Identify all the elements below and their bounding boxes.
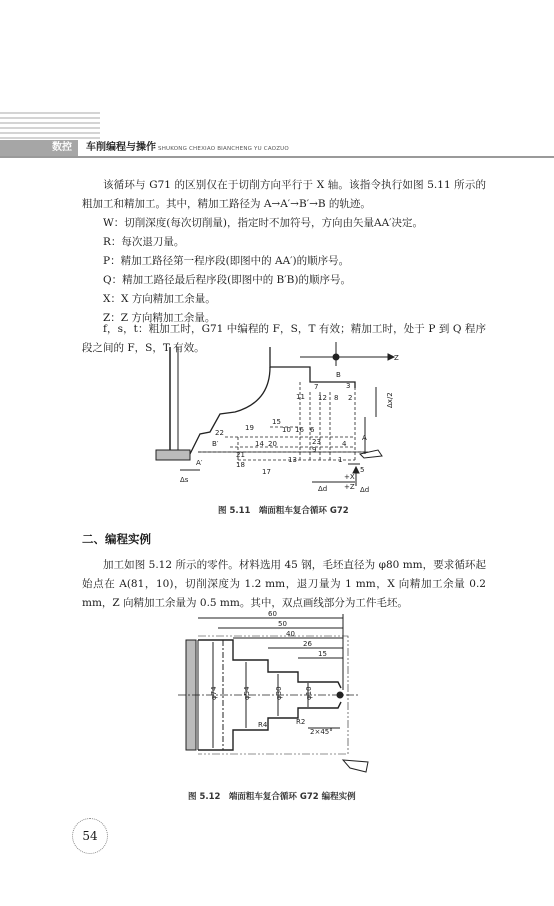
dim-50: 50 <box>278 620 287 628</box>
paragraph-intro: 该循环与 G71 的区别仅在于切削方向平行于 X 轴。该指令执行如图 5.11 所示的粗加工和精加工。其中，精加工路径为 A→A′→B′→B 的轨迹。 <box>82 179 486 210</box>
param-p: P：精加工路径第一程序段(即图中的 AA′)的顺序号。 <box>103 255 350 267</box>
figure-5-12-caption: 图 5.12 端面粗车复合循环 G72 编程实例 <box>188 792 356 802</box>
dim-phi10: φ10 <box>305 686 313 700</box>
label-10: 10 <box>282 426 291 434</box>
label-8: 8 <box>334 394 339 402</box>
label-13: 13 <box>288 456 297 464</box>
param-fst: f，s，t：粗加工时，G71 中编程的 F，S，T 有效；精加工时，处于 P 到 Q 程序段之间的 F，S，T 有效。 <box>82 323 486 354</box>
page-number: 54 <box>72 818 108 854</box>
label-delta-s: Δs <box>180 476 189 484</box>
label-delta-x-half: Δx/2 <box>386 392 394 408</box>
dim-60: 60 <box>268 610 277 618</box>
param-x: X：X 方向精加工余量。 <box>103 293 216 305</box>
label-a-prime-right: A <box>362 434 367 442</box>
label-2: 2 <box>348 394 353 402</box>
label-16: 16 <box>295 426 304 434</box>
label-3: 3 <box>346 382 351 390</box>
label-b: B <box>336 371 341 379</box>
label-b-prime: B′ <box>212 440 219 448</box>
label-plus-z: +Z <box>344 483 355 491</box>
label-20: 20 <box>268 440 277 448</box>
label-6: 6 <box>310 426 315 434</box>
section-heading: 二、编程实例 <box>82 532 151 546</box>
label-4: 4 <box>342 440 347 448</box>
figure-5-11-caption: 图 5.11 端面粗车复合循环 G72 <box>218 506 349 516</box>
header-tab: 数控 <box>0 140 78 156</box>
label-1: 1 <box>338 456 343 464</box>
dim-phi30: φ30 <box>275 686 283 700</box>
book-title: 车削编程与操作 <box>86 142 156 153</box>
dim-r4: R4 <box>258 721 268 729</box>
dim-chamfer: 2×45° <box>310 728 333 736</box>
param-q: Q：精加工路径最后程序段(即图中的 B′B)的顺序号。 <box>103 274 351 286</box>
dim-15: 15 <box>318 650 327 658</box>
dim-phi74: φ74 <box>210 686 218 700</box>
label-plus-x: +X <box>344 473 355 481</box>
label-7: 7 <box>314 383 319 391</box>
label-12: 12 <box>318 394 327 402</box>
label-delta-d-left: Δd <box>318 485 328 493</box>
label-15: 15 <box>272 418 281 426</box>
label-22: 22 <box>215 429 224 437</box>
figure-5-11-diagram <box>150 342 400 500</box>
page-header <box>0 140 554 158</box>
label-23: 23 <box>312 438 321 446</box>
param-z: Z：Z 方向精加工余量。 <box>103 312 216 324</box>
label-21: 21 <box>236 451 245 459</box>
book-subtitle: SHUKONG CHEXIAO BIANCHENG YU CAOZUO <box>158 146 289 152</box>
param-r: R：每次退刀量。 <box>103 236 185 248</box>
dim-26: 26 <box>303 640 312 648</box>
label-18: 18 <box>236 461 245 469</box>
param-w: W：切削深度(每次切削量)，指定时不加符号，方向由矢量AA′决定。 <box>103 217 424 229</box>
label-11: 11 <box>296 393 305 401</box>
dim-40: 40 <box>286 630 295 638</box>
label-14: 14 <box>255 440 264 448</box>
label-delta-d-right: Δd <box>360 486 370 494</box>
label-9: 9 <box>312 446 317 454</box>
label-5: 5 <box>360 466 365 474</box>
label-z: Z <box>394 354 399 362</box>
dim-phi54: φ54 <box>243 686 251 700</box>
label-17: 17 <box>262 468 271 476</box>
paragraph-example: 加工如图 5.12 所示的零件。材料选用 45 钢，毛坯直径为 φ80 mm，要求循环起始点在 A(81，10)，切削深度为 1.2 mm，退刀量为 1 mm，X 向精加工余量 0.2 mm，Z 向精加工余量为 0.5 mm。其中，双点画线部分为工件毛坯。 <box>82 559 486 609</box>
label-a-prime: A′ <box>196 459 203 467</box>
label-19: 19 <box>245 424 254 432</box>
figure-5-12-diagram <box>178 610 378 780</box>
dim-r2: R2 <box>296 718 306 726</box>
